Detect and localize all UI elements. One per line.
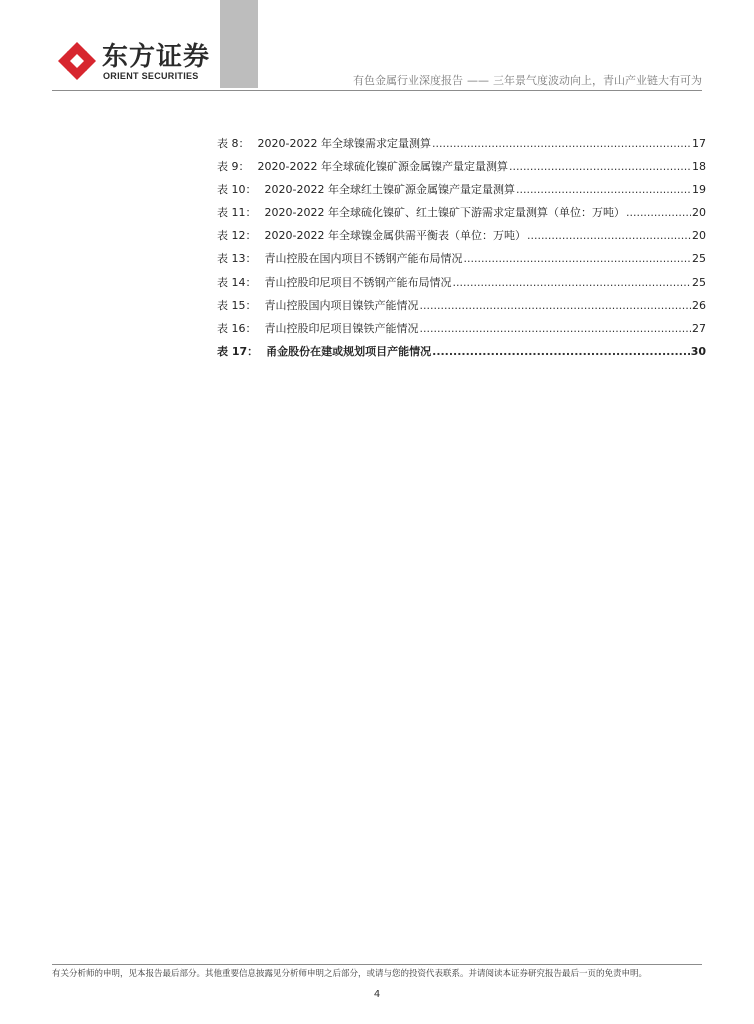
toc-entry[interactable] xyxy=(217,229,706,252)
toc-entry-title xyxy=(217,252,463,266)
toc-leader-dots xyxy=(509,160,691,174)
toc-entry-title xyxy=(217,345,431,359)
toc-entry-text: 甬金股份在建或规划项目产能情况 xyxy=(266,344,432,358)
table-of-contents xyxy=(217,137,706,368)
toc-page-number: 25 xyxy=(692,275,706,289)
toc-leader-dots xyxy=(464,252,692,266)
toc-entry-label: 表 9： xyxy=(217,160,250,174)
toc-leader-dots xyxy=(453,276,692,290)
toc-entry-label: 表 13： xyxy=(217,252,257,266)
toc-page-number: 20 xyxy=(692,206,706,220)
toc-page-number: 18 xyxy=(692,160,706,174)
toc-entry-title xyxy=(217,160,508,174)
toc-leader-dots xyxy=(527,229,691,243)
toc-entry[interactable] xyxy=(217,345,706,368)
company-logo xyxy=(56,40,216,84)
toc-leader-dots xyxy=(432,137,691,151)
toc-entry[interactable] xyxy=(217,299,706,322)
toc-entry-title xyxy=(217,276,452,290)
toc-entry-label: 表 15： xyxy=(217,298,257,312)
toc-entry-text: 2020-2022 年全球镍金属供需平衡表（单位：万吨） xyxy=(264,229,526,243)
toc-entry-text: 青山控股在国内项目不锈钢产能布局情况 xyxy=(264,252,463,266)
toc-page-number: 26 xyxy=(692,298,706,312)
report-title: 三年景气度波动向上，青山产业链大有可为 xyxy=(493,74,702,87)
toc-entry[interactable] xyxy=(217,183,706,206)
toc-entry[interactable] xyxy=(217,276,706,299)
toc-leader-dots xyxy=(420,322,692,336)
toc-page-number: 30 xyxy=(690,344,706,358)
toc-entry-text: 2020-2022 年全球镍需求定量测算 xyxy=(257,137,431,150)
toc-entry-text: 2020-2022 年全球硫化镍矿、红土镍矿下游需求定量测算（单位：万吨） xyxy=(264,206,625,220)
toc-page-number: 20 xyxy=(692,229,706,243)
report-type: 有色金属行业深度报告 xyxy=(353,74,463,87)
logo-english-name: ORIENT SECURITIES xyxy=(103,71,199,81)
toc-page-number: 25 xyxy=(692,252,706,266)
page-number: 4 xyxy=(373,989,381,1000)
toc-entry-text: 青山控股国内项目镍铁产能情况 xyxy=(264,298,419,312)
toc-leader-dots xyxy=(420,299,692,313)
header-separator: —— xyxy=(467,74,489,87)
toc-entry-label: 表 17： xyxy=(217,344,259,358)
toc-entry[interactable] xyxy=(217,322,706,345)
header-decoration-bar xyxy=(220,0,258,88)
toc-leader-dots xyxy=(626,206,691,220)
toc-entry-title xyxy=(217,183,515,197)
footer-divider xyxy=(52,964,702,965)
footer-disclaimer: 有关分析师的申明，见本报告最后部分。其他重要信息披露见分析师申明之后部分，或请与您的投资代表联系。并请阅读本证券研究报告最后一页的免责申明。 xyxy=(52,969,648,979)
toc-entry[interactable] xyxy=(217,137,706,160)
toc-entry-text: 青山控股印尼项目不锈钢产能布局情况 xyxy=(264,275,452,289)
toc-entry-label: 表 16： xyxy=(217,321,257,335)
toc-entry[interactable] xyxy=(217,206,706,229)
toc-leader-dots xyxy=(516,183,691,197)
toc-entry[interactable] xyxy=(217,252,706,275)
toc-entry-label: 表 10： xyxy=(217,183,257,197)
running-header xyxy=(353,74,702,88)
toc-entry-title xyxy=(217,229,526,243)
header-divider xyxy=(52,90,702,91)
toc-page-number: 17 xyxy=(692,137,706,150)
toc-entry-label: 表 14： xyxy=(217,275,257,289)
toc-entry-text: 青山控股印尼项目镍铁产能情况 xyxy=(264,321,419,335)
toc-entry-title xyxy=(217,299,419,313)
toc-entry-title xyxy=(217,137,431,151)
toc-leader-dots xyxy=(432,345,690,359)
toc-page-number: 27 xyxy=(692,321,706,335)
toc-entry-text: 2020-2022 年全球硫化镍矿源金属镍产量定量测算 xyxy=(257,160,508,174)
toc-entry-label: 表 12： xyxy=(217,229,257,243)
toc-entry-title xyxy=(217,322,419,336)
logo-chinese-name: 东方证券 xyxy=(102,42,211,72)
toc-page-number: 19 xyxy=(692,183,706,197)
orient-securities-logo-icon xyxy=(56,40,98,82)
toc-entry-label: 表 11： xyxy=(217,206,257,220)
toc-entry-text: 2020-2022 年全球红土镍矿源金属镍产量定量测算 xyxy=(264,183,515,197)
toc-entry-title xyxy=(217,206,625,220)
toc-entry[interactable] xyxy=(217,160,706,183)
toc-entry-label: 表 8： xyxy=(217,137,250,150)
